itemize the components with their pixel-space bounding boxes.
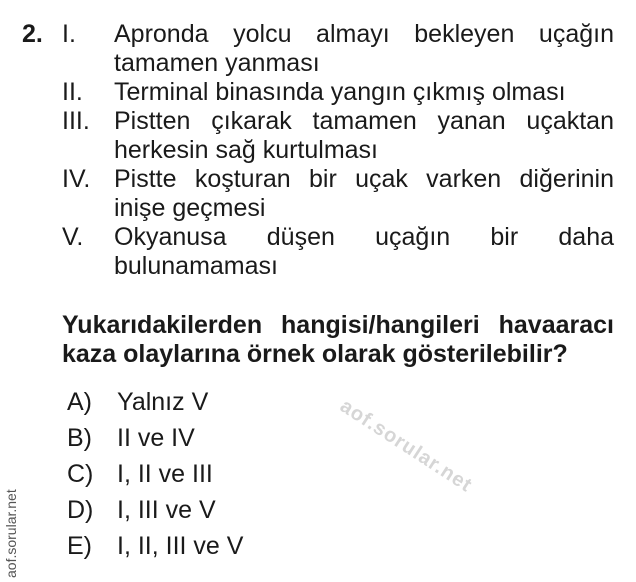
answer-option-b[interactable] xyxy=(67,424,243,460)
option-text: Yalnız V xyxy=(117,388,209,416)
option-letter: A) xyxy=(67,388,92,416)
statement-item xyxy=(62,107,614,165)
answer-option-e[interactable] xyxy=(67,532,243,568)
question-number: 2. xyxy=(22,20,43,48)
answer-options xyxy=(67,388,243,568)
statement-item xyxy=(62,223,614,281)
side-watermark: aof.sorular.net xyxy=(3,489,19,578)
center-watermark: aof.sorular.net xyxy=(336,395,477,497)
statement-text: Terminal binasında yangın çıkmış olması xyxy=(114,78,566,106)
statement-text: Pistte koşturan bir uçak varken diğerinin inişe geçmesi xyxy=(114,165,614,222)
question-stem: Yukarıdakilerden hangisi/hangileri havaaracı kaza olaylarına örnek olarak gösterilebilir? xyxy=(62,311,614,368)
option-letter: E) xyxy=(67,532,92,560)
answer-option-d[interactable] xyxy=(67,496,243,532)
option-text: I, II, III ve V xyxy=(117,532,244,560)
statement-numeral: I. xyxy=(62,20,76,48)
option-text: II ve IV xyxy=(117,424,195,452)
statement-text: Okyanusa düşen uçağın bir daha bulunamaması xyxy=(114,223,614,280)
answer-option-c[interactable] xyxy=(67,460,243,496)
answer-option-a[interactable] xyxy=(67,388,243,424)
statement-item xyxy=(62,20,614,78)
statement-numeral: II. xyxy=(62,78,83,106)
statement-numeral: IV. xyxy=(62,165,91,193)
option-letter: C) xyxy=(67,460,94,488)
option-text: I, III ve V xyxy=(117,496,216,524)
statement-item xyxy=(62,78,614,107)
statement-item xyxy=(62,165,614,223)
statement-list xyxy=(62,20,614,281)
statement-text: Apronda yolcu almayı bekleyen uçağın tamamen yanması xyxy=(114,20,614,77)
option-text: I, II ve III xyxy=(117,460,213,488)
statement-numeral: III. xyxy=(62,107,90,135)
option-letter: B) xyxy=(67,424,92,452)
statement-text: Pistten çıkarak tamamen yanan uçaktan herkesin sağ kurtulması xyxy=(114,107,614,164)
statement-numeral: V. xyxy=(62,223,84,251)
option-letter: D) xyxy=(67,496,94,524)
